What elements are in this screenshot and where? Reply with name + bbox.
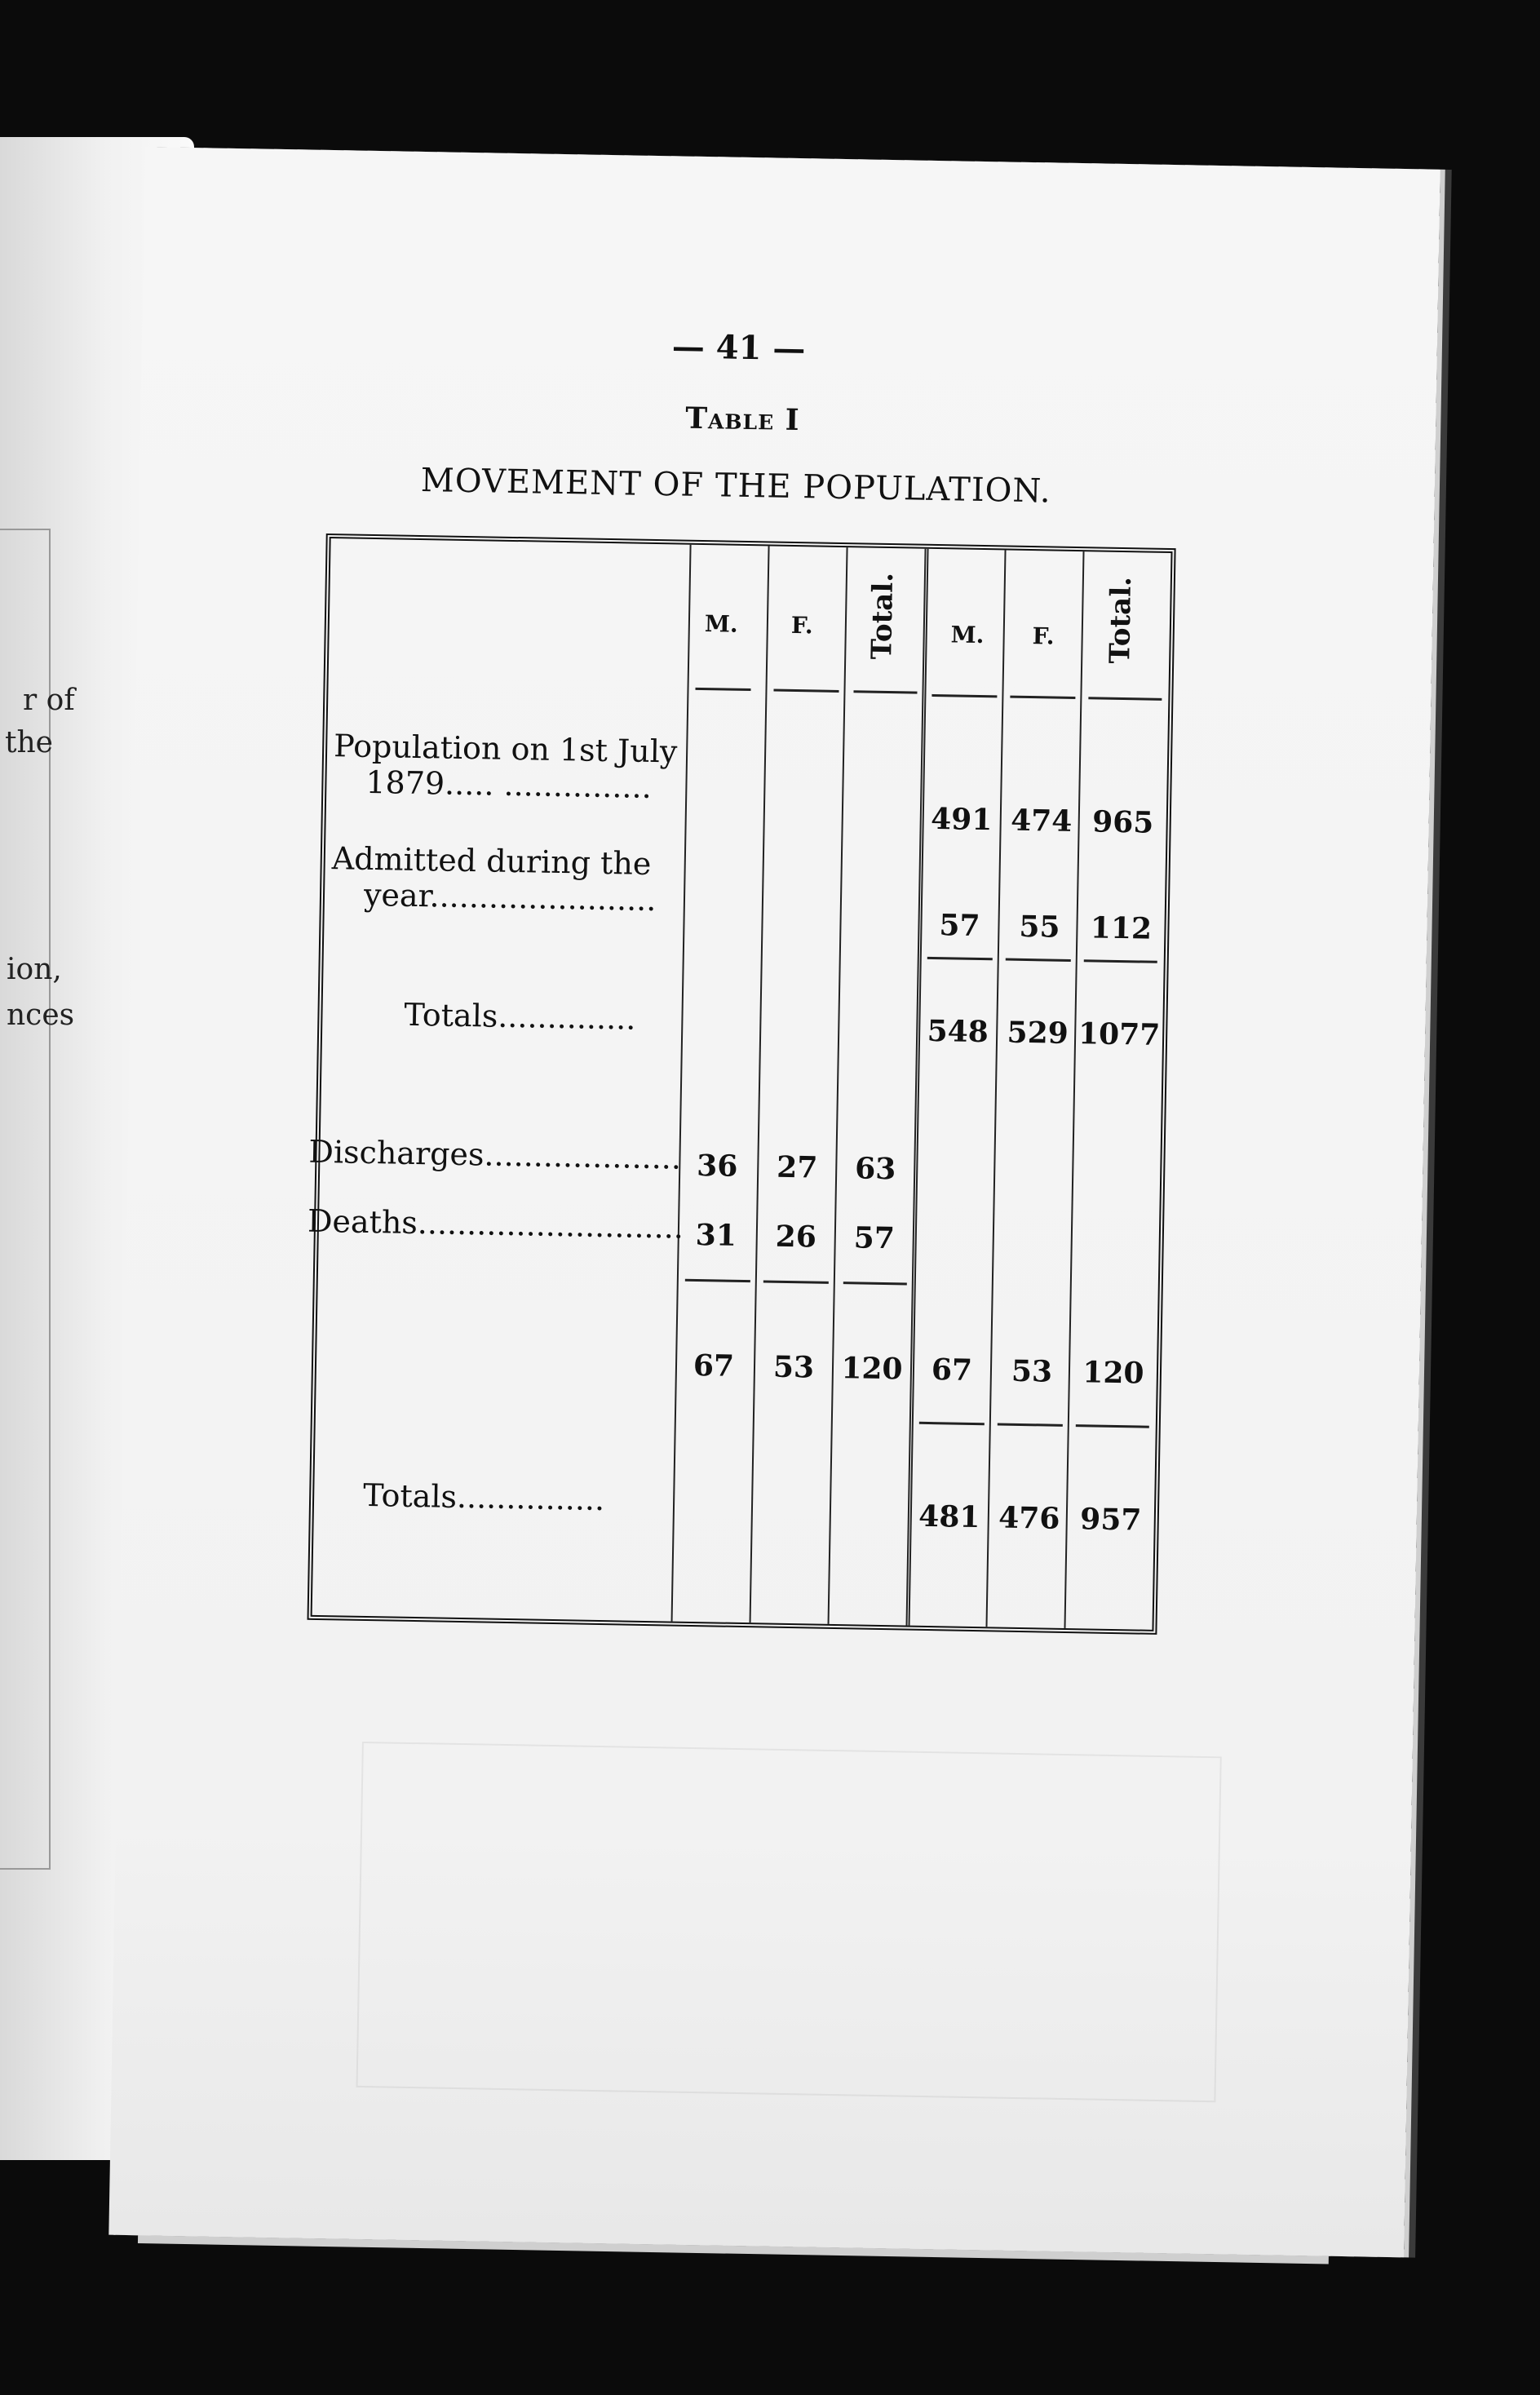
cell-discharges-total: 63 xyxy=(854,1151,896,1187)
sum-rule xyxy=(919,1422,985,1425)
left-page-fragment: ion, xyxy=(7,953,62,986)
page-number: — 41 — xyxy=(671,327,806,369)
left-page-fragment: nces xyxy=(7,998,75,1032)
header-total-right: Total. xyxy=(1104,576,1138,664)
header-rule xyxy=(853,690,917,693)
sum-rule xyxy=(685,1279,750,1282)
column-rule xyxy=(985,550,1006,1627)
cell-subtotal-left-f: 53 xyxy=(772,1349,815,1385)
row-label-admitted-year: year....................... xyxy=(363,876,657,919)
sum-rule xyxy=(763,1280,829,1283)
cell-admitted-f: 55 xyxy=(1019,909,1060,945)
column-rule xyxy=(828,547,848,1624)
cell-admitted-m: 57 xyxy=(939,908,980,944)
row-label-totals: Totals.............. xyxy=(404,996,636,1037)
header-rule xyxy=(1010,696,1075,699)
cell-deaths-m: 31 xyxy=(695,1217,737,1253)
row-label-population-year: 1879..... ............... xyxy=(365,764,653,805)
row-label-deaths: Deaths........................... xyxy=(307,1202,684,1246)
sum-rule xyxy=(1084,959,1157,963)
sum-rule xyxy=(998,1423,1063,1426)
left-page-fragment: the xyxy=(5,726,53,759)
cell-subtotal-right-total: 120 xyxy=(1082,1355,1144,1391)
cell-totals1-m: 548 xyxy=(927,1013,989,1050)
cell-totals2-f: 476 xyxy=(998,1500,1060,1536)
header-rule xyxy=(773,689,839,693)
header-female-left: F. xyxy=(790,611,813,640)
cell-population-total: 965 xyxy=(1091,804,1154,840)
cell-discharges-m: 36 xyxy=(696,1148,738,1184)
sum-rule xyxy=(1076,1424,1149,1428)
row-label-population: Population on 1st July xyxy=(333,728,678,770)
table-label: Table I xyxy=(684,401,800,438)
cell-totals2-m: 481 xyxy=(918,1499,980,1535)
header-male-right: M. xyxy=(950,621,985,649)
cell-discharges-f: 27 xyxy=(776,1149,818,1185)
table-title: MOVEMENT OF THE POPULATION. xyxy=(420,461,1051,511)
column-rule xyxy=(671,545,692,1622)
population-table xyxy=(308,533,1176,1635)
column-rule xyxy=(750,546,770,1622)
sum-rule xyxy=(1006,958,1071,962)
header-male-left: M. xyxy=(704,610,738,638)
cell-population-m: 491 xyxy=(930,801,993,838)
cell-totals2-total: 957 xyxy=(1079,1502,1142,1538)
header-female-right: F. xyxy=(1032,622,1055,650)
cell-subtotal-right-m: 67 xyxy=(931,1352,973,1388)
header-rule xyxy=(695,688,750,691)
column-rule-double xyxy=(906,549,929,1626)
sum-rule xyxy=(927,957,993,960)
cell-deaths-f: 26 xyxy=(775,1219,817,1255)
row-label-totals-final: Totals............... xyxy=(362,1476,605,1518)
cell-deaths-total: 57 xyxy=(853,1220,896,1256)
left-page-fragment: r of xyxy=(23,684,75,717)
row-label-admitted: Admitted during the xyxy=(331,840,652,882)
header-total-left: Total. xyxy=(865,572,901,660)
column-rule xyxy=(1064,551,1084,1628)
bleed-through-frame xyxy=(356,1742,1222,2102)
cell-population-f: 474 xyxy=(1010,803,1073,839)
right-page xyxy=(108,147,1440,2257)
sum-rule xyxy=(843,1282,907,1285)
cell-totals1-total: 1077 xyxy=(1078,1016,1161,1052)
cell-subtotal-left-m: 67 xyxy=(693,1348,735,1383)
cell-subtotal-left-total: 120 xyxy=(841,1351,903,1387)
cell-admitted-total: 112 xyxy=(1090,910,1153,946)
header-rule xyxy=(1088,697,1162,701)
row-label-discharges: Discharges.................... xyxy=(308,1133,682,1176)
cell-totals1-f: 529 xyxy=(1007,1015,1069,1051)
header-rule xyxy=(932,694,997,697)
cell-subtotal-right-f: 53 xyxy=(1011,1353,1053,1389)
